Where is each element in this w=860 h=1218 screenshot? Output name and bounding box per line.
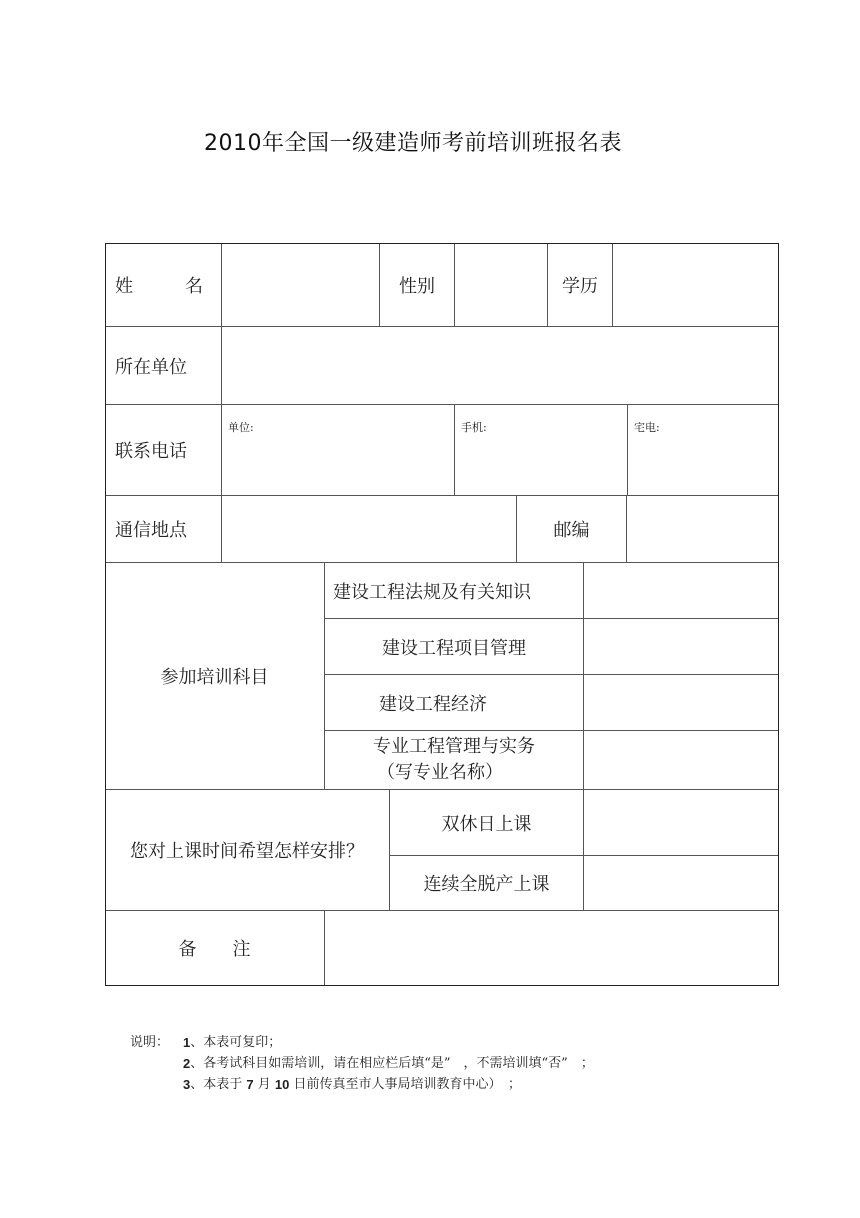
note-number: 3 [183, 1077, 191, 1092]
name-label-char-1: 姓 [115, 275, 133, 297]
remarks-label [105, 911, 325, 986]
schedule-option-label: 双休日上课 [390, 790, 584, 856]
schedule-option-label: 连续全脱产上课 [390, 856, 584, 911]
subject-label [325, 731, 584, 790]
subject-label: 建设工程法规及有关知识 [325, 563, 584, 619]
subject-label: 建设工程项目管理 [325, 619, 584, 675]
gender-input[interactable] [455, 243, 548, 327]
employer-input[interactable] [222, 327, 779, 405]
remarks-label-char-2: 注 [232, 939, 251, 960]
phone-mobile-label: 手机: [461, 421, 487, 434]
note-text: 月 [253, 1077, 275, 1092]
phone-work-input[interactable] [222, 405, 455, 496]
notes-section [130, 1032, 594, 1095]
subject-label: 建设工程经济 [325, 675, 584, 731]
note-text: 、本表可复印； [190, 1035, 282, 1050]
address-label: 通信地点 [105, 496, 222, 563]
note-item [130, 1053, 594, 1074]
note-text: 日前传真至市人事局培训教育中心） ； [289, 1077, 521, 1092]
note-item [130, 1074, 594, 1095]
phone-work-label: 单位: [228, 421, 254, 434]
education-input[interactable] [613, 243, 779, 327]
note-number: 1 [183, 1035, 191, 1050]
postcode-label: 邮编 [517, 496, 627, 563]
note-day: 10 [274, 1077, 290, 1092]
name-input[interactable] [222, 243, 380, 327]
page-title: 2010年全国一级建造师考前培训班报名表 [204, 131, 622, 156]
gender-label: 性别 [380, 243, 455, 327]
education-label: 学历 [548, 243, 613, 327]
subject-label-line-1: 专业工程管理与实务 [373, 736, 535, 757]
note-item [130, 1032, 594, 1053]
note-text: 、各考试科目如需培训，请在相应栏后填“是” ，不需培训填“否” ； [190, 1056, 594, 1071]
schedule-label: 您对上课时间希望怎样安排？ [105, 790, 390, 911]
subject-input[interactable] [584, 731, 779, 790]
note-number: 2 [183, 1056, 191, 1071]
name-label-char-2: 名 [185, 275, 203, 297]
phone-label: 联系电话 [105, 405, 222, 496]
address-input[interactable] [222, 496, 517, 563]
name-label [105, 243, 222, 327]
subject-input[interactable] [584, 563, 779, 619]
phone-mobile-input[interactable] [455, 405, 628, 496]
subjects-label: 参加培训科目 [105, 563, 325, 790]
employer-label: 所在单位 [105, 327, 222, 405]
subject-label-line-2: （写专业名称） [377, 762, 503, 783]
registration-form [105, 243, 779, 986]
subject-input[interactable] [584, 619, 779, 675]
notes-prefix: 说明： [130, 1035, 170, 1050]
remarks-label-char-1: 备 [178, 939, 197, 960]
schedule-option-input[interactable] [584, 790, 779, 856]
subject-input[interactable] [584, 675, 779, 731]
note-text: 、本表于 [190, 1077, 247, 1092]
note-month: 7 [246, 1077, 254, 1092]
postcode-input[interactable] [627, 496, 779, 563]
remarks-input[interactable] [325, 911, 779, 986]
phone-home-input[interactable] [628, 405, 779, 496]
schedule-option-input[interactable] [584, 856, 779, 911]
phone-home-label: 宅电: [634, 421, 660, 434]
